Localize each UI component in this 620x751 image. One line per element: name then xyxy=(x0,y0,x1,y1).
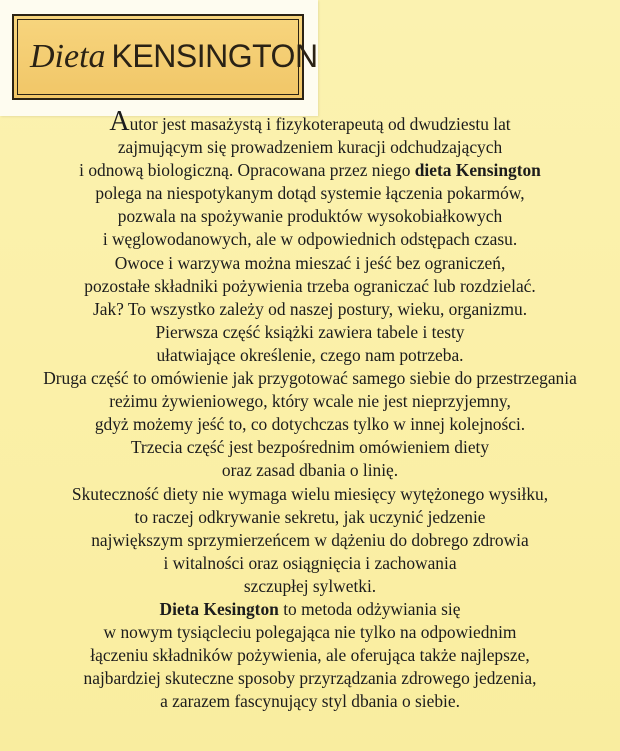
line-text: łączeniu składników pożywienia, ale oferująca także najlepsze, xyxy=(90,645,530,666)
line-text: i węglowodanowych, ale w odpowiednich odstępach czasu. xyxy=(102,229,518,250)
title-word-dieta: Dieta xyxy=(30,38,106,75)
line-text: Druga część to omówienie jak przygotować samego siebie do przestrzegania xyxy=(43,368,577,389)
bold-product-name: dieta Kensington xyxy=(414,160,541,181)
line-text: Skuteczność diety nie wymaga wielu miesięcy wytężonego wysiłku, xyxy=(71,483,549,504)
line-text: szczupłej sylwetki. xyxy=(243,575,377,596)
text-line xyxy=(0,182,620,205)
line-text: pozwala na spożywanie produktów wysokobiałkowych xyxy=(117,206,503,227)
line-text: utor jest masażystą i fizykoterapeutą od dwudziestu lat xyxy=(129,114,511,134)
line-text: i odnową biologiczną. Opracowana przez niego xyxy=(79,160,415,181)
line-text: Jak? To wszystko zależy od naszej postury, wieku, organizmu. xyxy=(92,298,528,319)
line-text: zajmującym się prowadzeniem kuracji odchudzających xyxy=(117,137,503,158)
line-text: największym sprzymierzeńcem w dążeniu do dobrego zdrowia xyxy=(91,529,529,550)
line-text: Owoce i warzywa można mieszać i jeść bez ograniczeń, xyxy=(114,252,506,273)
text-line xyxy=(0,436,620,459)
line-text: pozostałe składniki pożywienia trzeba ograniczać lub rozdzielać. xyxy=(84,275,536,296)
line-text: gdyż możemy jeść to, co dotychczas tylko w innej kolejności. xyxy=(94,414,526,435)
book-title xyxy=(30,38,318,76)
text-line xyxy=(0,644,620,667)
bold-product-name: Dieta Kesington xyxy=(159,598,279,619)
text-line xyxy=(0,321,620,344)
drop-cap: A xyxy=(109,106,130,137)
description-text xyxy=(0,106,620,713)
line-text: to metoda odżywiania się xyxy=(278,598,461,619)
text-line xyxy=(0,228,620,251)
text-line xyxy=(0,552,620,575)
text-line xyxy=(0,252,620,275)
text-line xyxy=(0,621,620,644)
text-line xyxy=(0,690,620,713)
text-line xyxy=(0,275,620,298)
title-word-kensington: KENSINGTON xyxy=(111,38,318,74)
line-text: reżimu żywieniowego, który wcale nie jest nieprzyjemny, xyxy=(109,391,511,412)
text-line xyxy=(0,506,620,529)
text-line xyxy=(0,367,620,390)
text-line xyxy=(0,344,620,367)
line-text: oraz zasad dbania o linię. xyxy=(221,460,399,481)
line-text: polega na niespotykanym dotąd systemie łączenia pokarmów, xyxy=(95,183,525,204)
text-line xyxy=(0,136,620,159)
line-text: Trzecia część jest bezpośrednim omówieniem diety xyxy=(130,437,490,458)
text-line xyxy=(0,459,620,482)
text-line xyxy=(0,159,620,182)
text-line xyxy=(0,575,620,598)
text-line xyxy=(0,106,620,137)
text-line xyxy=(0,598,620,621)
line-text: a zarazem fascynujący styl dbania o siebie. xyxy=(160,691,460,712)
line-text: w nowym tysiącleciu polegająca nie tylko na odpowiednim xyxy=(103,622,517,643)
line-text: i witalności oraz osiągnięcia i zachowania xyxy=(163,552,457,573)
text-line xyxy=(0,205,620,228)
title-paper-strip xyxy=(0,0,318,116)
line-text: Pierwsza część książki zawiera tabele i testy xyxy=(155,321,465,342)
line-text: to raczej odkrywanie sekretu, jak uczynić jedzenie xyxy=(134,506,486,527)
line-text: ułatwiające określenie, czego nam potrzeba. xyxy=(156,344,464,365)
line-text: najbardziej skuteczne sposoby przyrządzania zdrowego jedzenia, xyxy=(83,668,537,689)
text-line xyxy=(0,390,620,413)
text-line xyxy=(0,413,620,436)
text-line xyxy=(0,298,620,321)
text-line xyxy=(0,483,620,506)
text-line xyxy=(0,667,620,690)
title-frame xyxy=(12,14,318,100)
text-line xyxy=(0,529,620,552)
